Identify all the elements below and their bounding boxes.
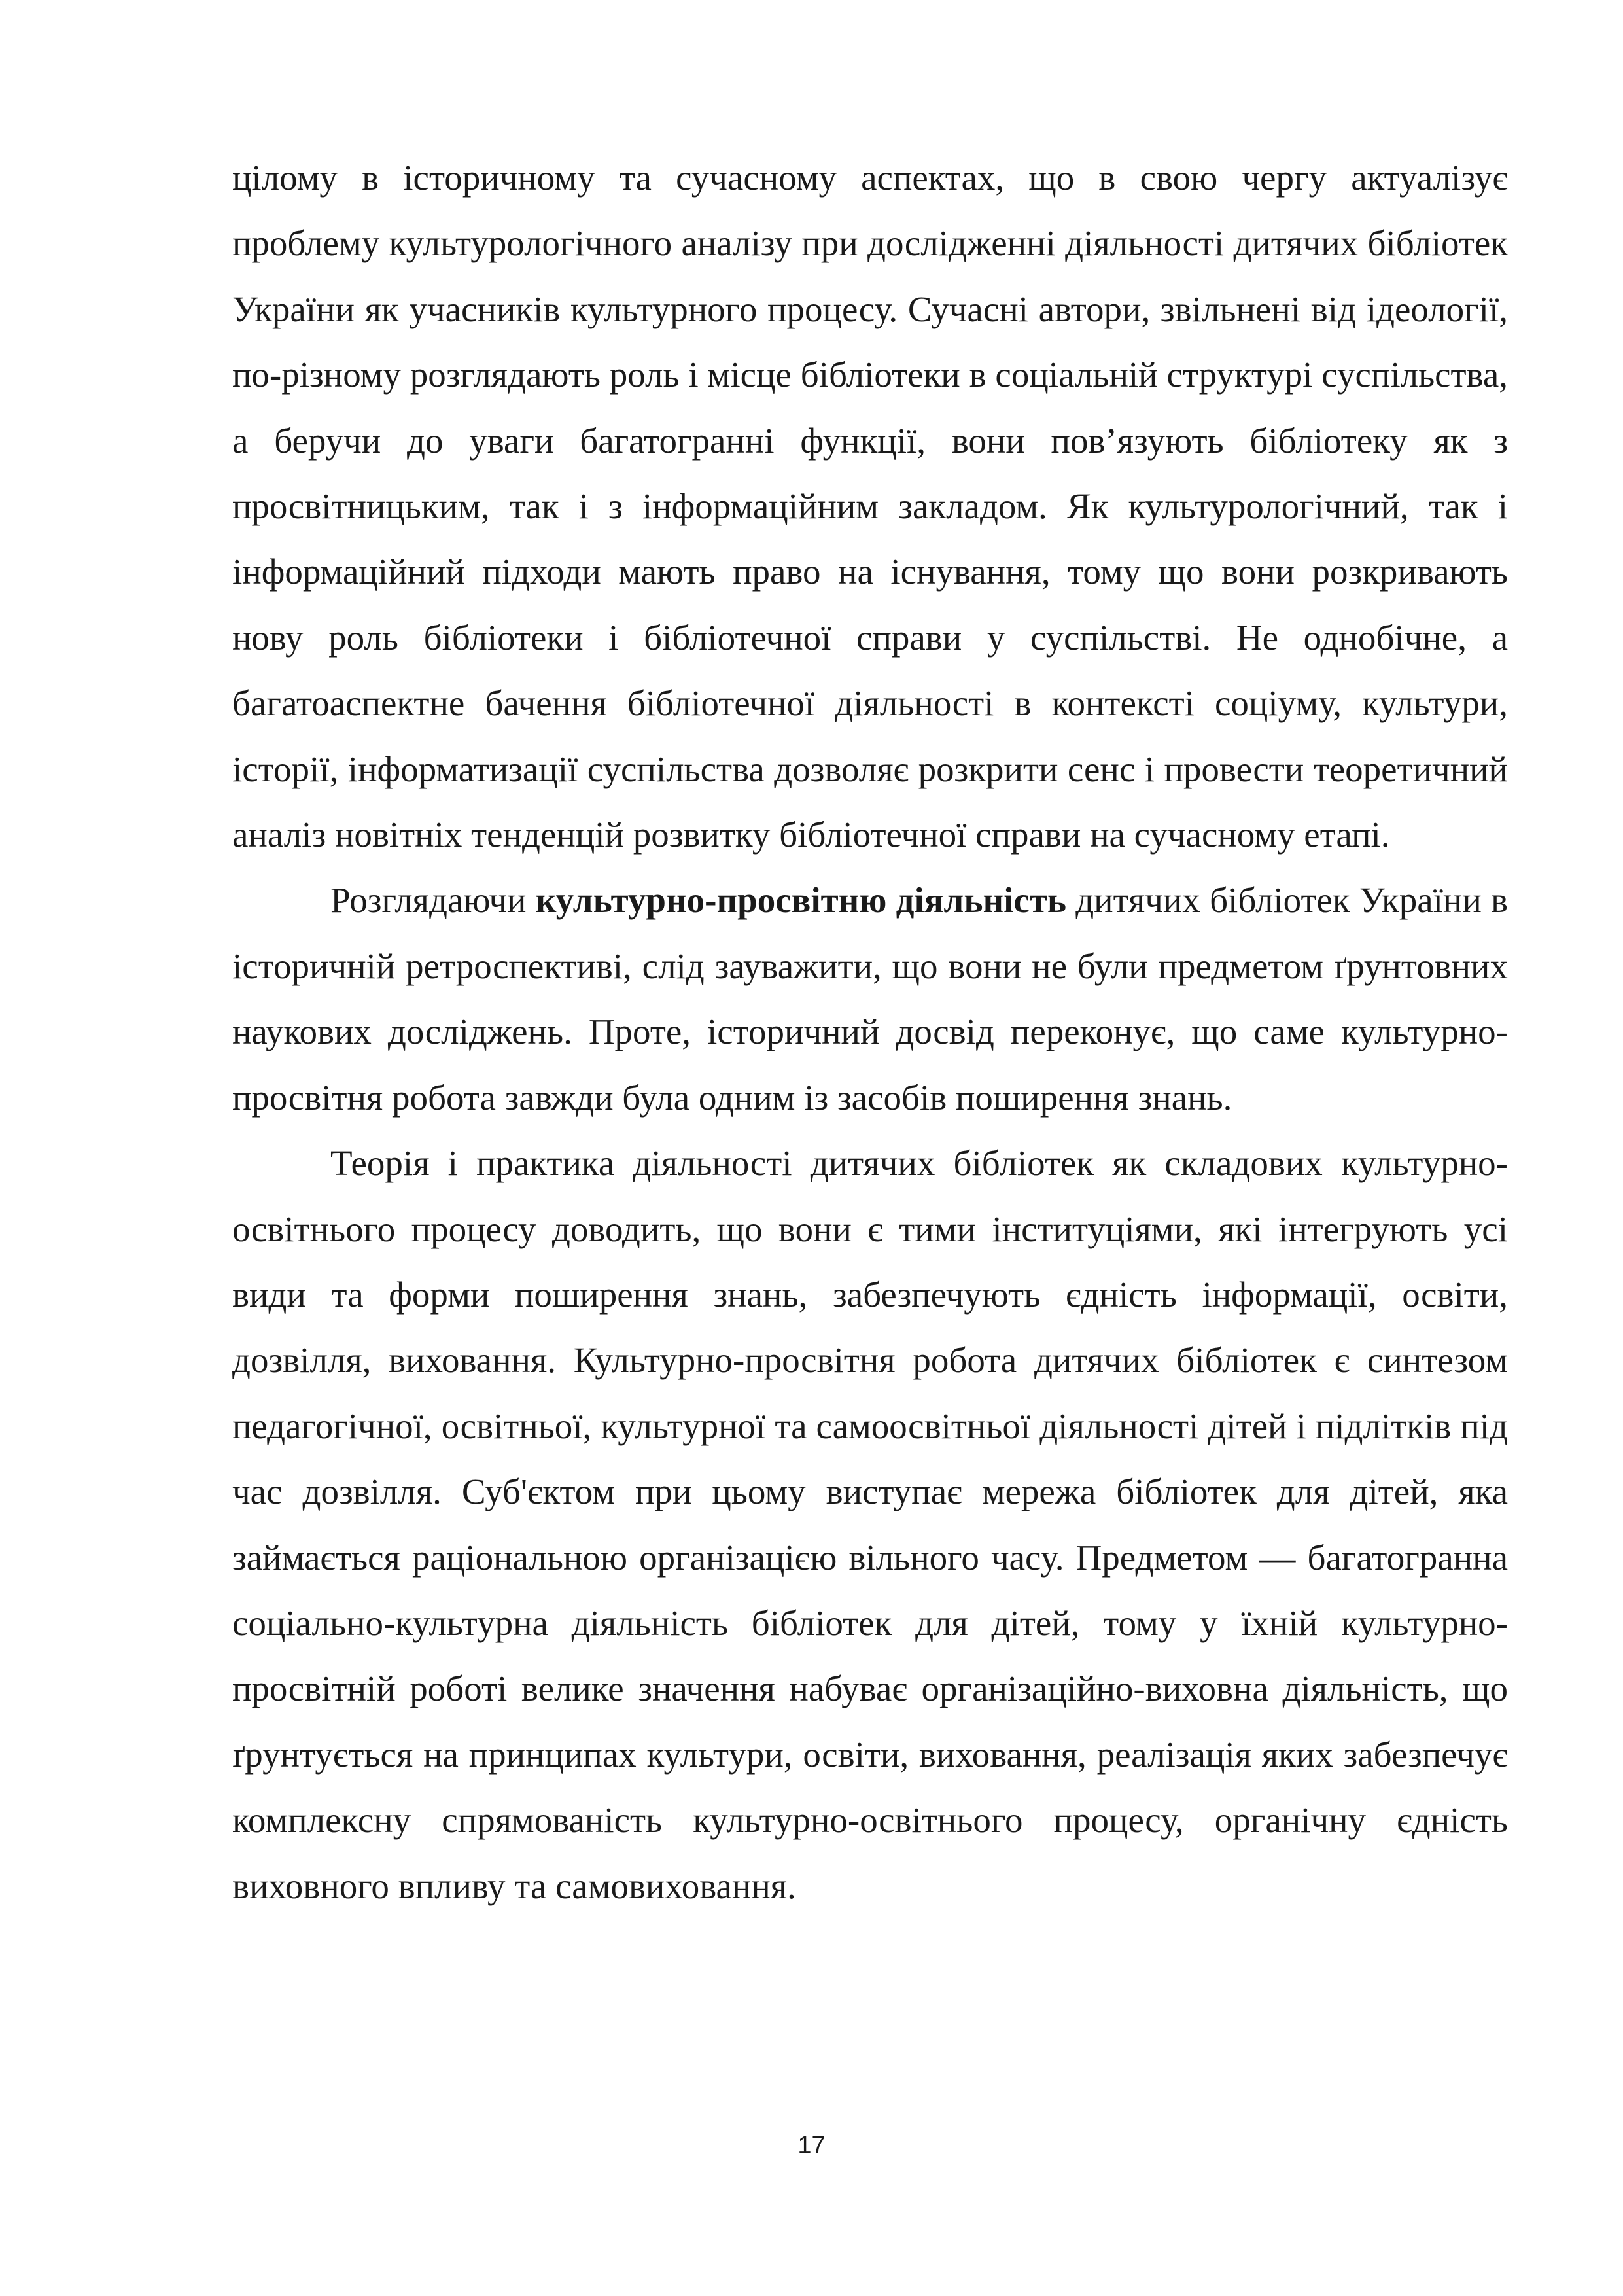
paragraph-3: Теорія і практика діяльності дитячих бібліотек як складових культурно-освітнього процесу доводить, що вони є тими інституціями, які інтегрують усі види та форми поширення знань, забезпечують єдність інформації, освіти, дозвілля, виховання. Культурно-просвітня робота дитячих бібліотек є синтезом педагогічної, освітньої, культурної та самоосвітньої діяльності дітей і підлітків під час дозвілля. Суб'єктом при цьому виступає мережа бібліотек для дітей, яка займається раціональною організацією вільного часу. Предметом — багатогранна соціально-культурна діяльність бібліотек для дітей, тому у їхній культурно-просвітній роботі велике значення набуває організаційно-виховна діяльність, що ґрунтується на принципах культури, освіти, виховання, реалізація яких забезпечує комплексну спрямованість культурно-освітнього процесу, органічну єдність виховного впливу та самовиховання. [232,1143,1508,1906]
body-text [232,145,1508,1919]
paragraph-2-rest: дитячих бібліотек України в історичній ретроспективі, слід зауважити, що вони не були предметом ґрунтовних наукових досліджень. Проте, історичний досвід переконує, що саме культурно-просвітня робота завжди була одним із засобів поширення знань. [232,880,1508,1118]
paragraph-2 [232,868,1508,1131]
bold-term: культурно-просвітню діяльність [535,880,1066,921]
page-number: 17 [797,2132,826,2159]
paragraph-1: цілому в історичному та сучасному аспектах, що в свою чергу актуалізує проблему культурологічного аналізу при дослідженні діяльності дитячих бібліотек України як учасників культурного процесу. Сучасні автори, звільнені від ідеології, по-різному розглядають роль і місце бібліотеки в соціальній структурі суспільства, а беручи до уваги багатогранні функції, вони пов’язують бібліотеку як з просвітницьким, так і з інформаційним закладом. Як культурологічний, так і інформаційний підходи мають право на існування, тому що вони розкривають нову роль бібліотеки і бібліотечної справи у суспільстві. Не однобічне, а багатоаспектне бачення бібліотечної діяльності в контексті соціуму, культури, історії, інформатизації суспільства дозволяє розкрити сенс і провести теоретичний аналіз новітніх тенденцій розвитку бібліотечної справи на сучасному етапі. [232,158,1508,855]
paragraph-2-lead: Розглядаючи [330,880,536,921]
